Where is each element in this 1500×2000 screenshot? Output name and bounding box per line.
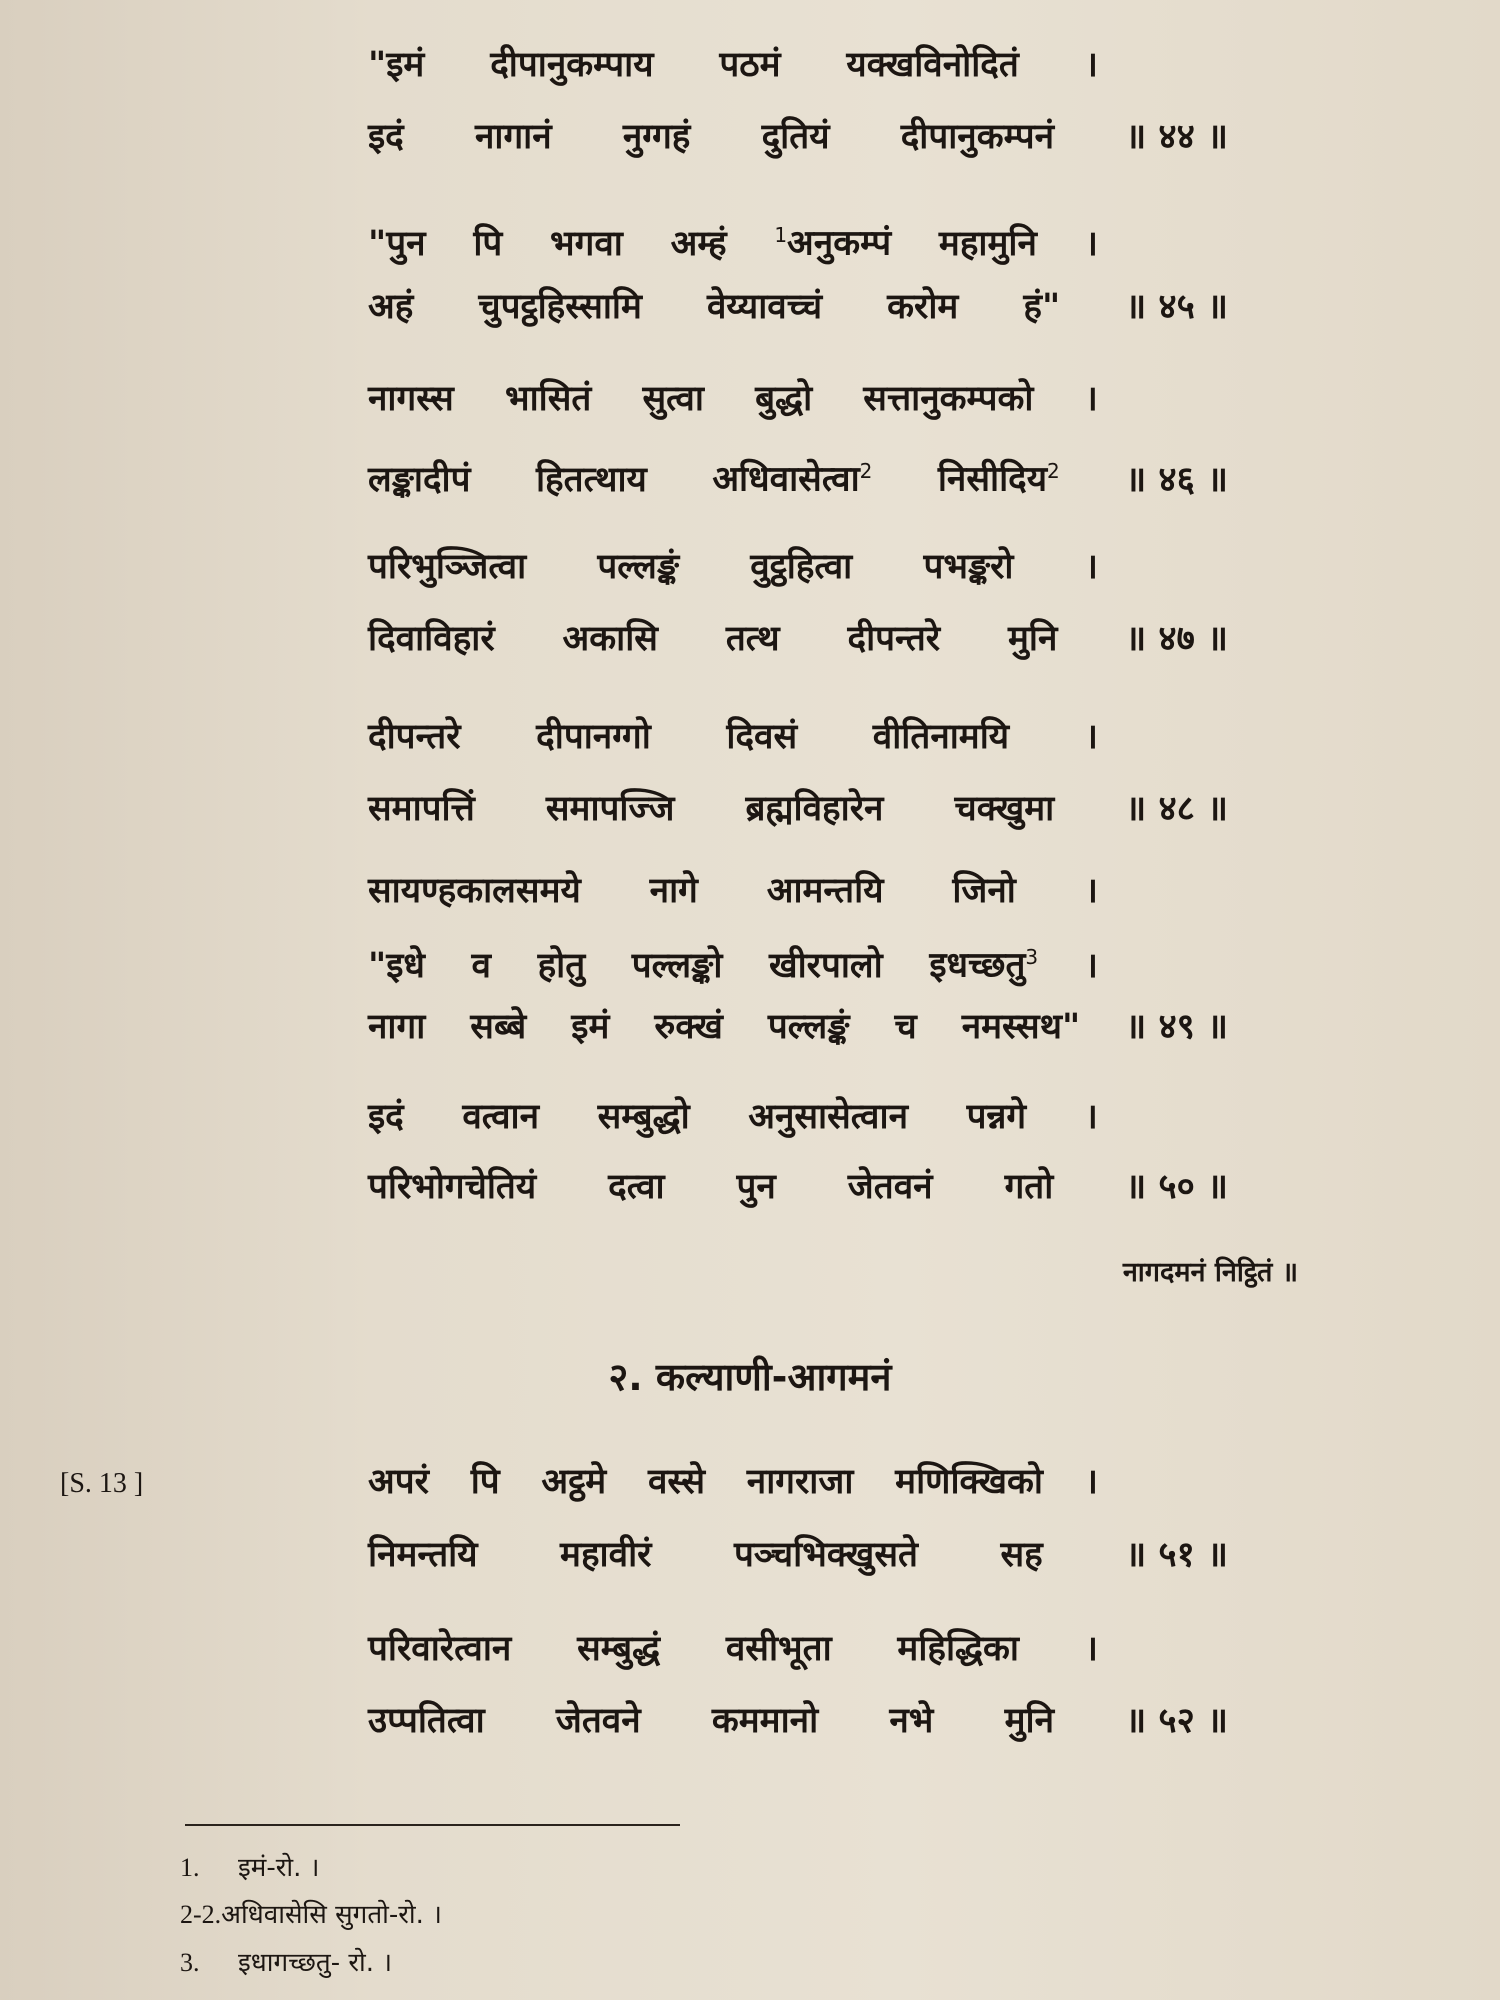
verse-word-text: ब्रह्मविहारेन [745, 789, 884, 829]
verse-word-text: भगवा [550, 223, 623, 264]
verse-word-text: पन्नगे [966, 1097, 1027, 1137]
verse-word [608, 1160, 664, 1214]
verse-word-text: पुन [736, 1167, 776, 1207]
verse-word [475, 110, 552, 164]
verse-end-mark: ॥ ५२ ॥ [1125, 1701, 1228, 1741]
verse-word [894, 1000, 916, 1054]
verse-word [952, 864, 1016, 918]
verse-word [563, 612, 658, 666]
verse-line [368, 930, 1098, 984]
verse-word [712, 1694, 818, 1748]
verse-word [471, 1455, 500, 1509]
verse-end-mark: । [1084, 45, 1098, 85]
verse-word [895, 1455, 1043, 1509]
verse-word-text: दीपानुकम्पाय [490, 45, 654, 85]
verse-line [368, 710, 1098, 764]
verse-word [368, 1455, 429, 1509]
verse-word-text: वस्से [647, 1462, 706, 1502]
verse-end-mark: ॥ ४७ ॥ [1125, 619, 1228, 659]
verse-line [368, 1160, 1228, 1214]
verse-word [368, 710, 461, 764]
verse-word [955, 782, 1055, 836]
verse-line [368, 444, 1228, 498]
verse-word-text: दीपन्तरे [847, 619, 941, 659]
verse-word [737, 1160, 776, 1214]
verse-word [368, 110, 404, 164]
footnote-text: अधिवासेसि सुगतो-रो. । [221, 1900, 443, 1930]
verse-line [368, 1455, 1098, 1509]
verse-word [726, 710, 797, 764]
verse-word [368, 217, 426, 271]
verse-end-mark: । [1084, 945, 1098, 986]
verse-word [929, 930, 1038, 993]
verse-word-text: पि [473, 223, 503, 264]
verse-word-text: परिभोगचेतियं [368, 1167, 537, 1207]
verse-word [901, 110, 1054, 164]
footnote [180, 1943, 392, 1979]
verse-word-text: इमं [571, 1007, 610, 1047]
footnote-marker: 3 [1025, 945, 1039, 969]
footnote [180, 1895, 442, 1931]
verse-word-text: हितत्थाय [535, 459, 647, 500]
verse-word [598, 1090, 690, 1144]
verse-word-text: जेतवनं [847, 1167, 933, 1207]
verse-word-text: गतो [1004, 1167, 1054, 1207]
verse-word-text: करोम [887, 287, 959, 327]
verse-word-text: अम्हं [670, 223, 727, 264]
verse-word-text: व [471, 945, 491, 986]
verse-word [769, 939, 883, 993]
verse-line [368, 38, 1098, 92]
verse-word-text: पञ्चभिक्खुसते [734, 1535, 918, 1575]
verse-word [505, 372, 591, 426]
verse-word-text: आमन्तयि [766, 871, 884, 911]
verse-word-text: महामुनि [938, 223, 1037, 264]
verse-word-text: सायण्हकालसमये [368, 871, 581, 911]
verse-word-text: नागे [649, 871, 698, 911]
verse-word-text: नागस्स [368, 379, 454, 419]
verse-line [368, 864, 1098, 918]
verse-word-text: परिभुञ्जित्वा [368, 547, 527, 587]
verse-word-text: दीपन्तरे [368, 717, 461, 757]
footnote-number: 1. [180, 1853, 200, 1882]
verse-word [962, 1000, 1081, 1054]
verse-word-text: पि [470, 1462, 500, 1502]
verse-word-text: तत्थ [725, 619, 780, 659]
verse-word-text: मुनि [1004, 1701, 1055, 1741]
verse-word [368, 1528, 478, 1582]
verse-word-text: मणिक्खिको [895, 1462, 1043, 1502]
verse-word [846, 38, 1018, 92]
verse-word [848, 612, 941, 666]
verse-word [1008, 612, 1057, 666]
footnote-marker: 2 [1047, 459, 1060, 483]
verse-word-text: मुनि [1007, 619, 1058, 659]
verse-word-text: च [894, 1007, 917, 1047]
verse-word [767, 864, 884, 918]
verse-word [746, 782, 884, 836]
verse-word [538, 939, 586, 993]
verse-word-text: अनुसासेत्वान [748, 1097, 908, 1137]
verse-word-text: पभङ्करो [923, 547, 1014, 587]
margin-reference: [S. 13 ] [60, 1468, 144, 1499]
verse-word-text: पल्लङ्कं [767, 1007, 850, 1047]
verse-word [654, 1000, 722, 1054]
verse-word [889, 1694, 933, 1748]
verse-word-text: पल्लङ्को [631, 945, 723, 986]
verse-word [774, 208, 891, 271]
verse-word [747, 1455, 854, 1509]
verse-word [748, 1090, 908, 1144]
verse-word-text: "इमं [368, 45, 425, 85]
verse-word-text: दुतियं [761, 117, 830, 157]
verse-word-text: नमस्सथ" [961, 1007, 1081, 1047]
verse-word-text: समापत्तिं [368, 789, 475, 829]
verse-word-text: सम्बुद्धो [597, 1097, 690, 1137]
footnote-number: 2-2. [180, 1900, 222, 1929]
footnote-number: 3. [180, 1948, 200, 1977]
verse-word-text: वीतिनामयि [872, 717, 1010, 757]
verse-word [768, 1000, 850, 1054]
verse-line [368, 110, 1228, 164]
verse-word [897, 1622, 1019, 1676]
verse-word [556, 1694, 641, 1748]
verse-word [1005, 1160, 1054, 1214]
verse-line [368, 1090, 1098, 1144]
verse-word-text: रुक्खं [654, 1007, 723, 1047]
verse-line [368, 540, 1098, 594]
verse-line [368, 1000, 1228, 1054]
verse-word-text: नभे [889, 1701, 934, 1741]
verse-word-text: वत्वान [462, 1097, 540, 1137]
verse-word-text: वुट्ठहित्वा [750, 547, 853, 587]
verse-word-text: इधच्छतु [929, 945, 1026, 986]
verse-word-text: सह [1000, 1535, 1043, 1575]
verse-word [707, 280, 822, 334]
verse-word [490, 38, 653, 92]
verse-end-mark: ॥ ४४ ॥ [1125, 117, 1228, 157]
verse-word-text: चुपट्ठहिस्सामि [478, 287, 642, 327]
verse-word [848, 1160, 933, 1214]
verse-word [550, 217, 623, 271]
verse-word-text: अनुकम्पं [787, 223, 892, 264]
verse-word-text: उप्पतित्वा [368, 1701, 485, 1741]
verse-end-mark: । [1084, 379, 1098, 419]
verse-word [648, 1455, 705, 1509]
verse-word [923, 540, 1013, 594]
verse-word-text: नागराजा [746, 1462, 854, 1502]
verse-end-mark: ॥ ४८ ॥ [1125, 789, 1228, 829]
verse-word [755, 372, 812, 426]
verse-word [541, 1455, 606, 1509]
verse-word [470, 1000, 526, 1054]
verse-word-text: यक्खविनोदितं [846, 45, 1019, 85]
verse-word-text: निसीदिय [937, 459, 1048, 500]
verse-end-mark: ॥ ५१ ॥ [1125, 1535, 1228, 1575]
verse-word [368, 782, 475, 836]
verse-word-text: "पुन [368, 223, 426, 264]
verse-line [368, 208, 1098, 262]
verse-word-text: इदं [368, 1097, 404, 1137]
verse-word [719, 38, 780, 92]
verse-end-mark: । [1084, 871, 1098, 911]
verse-word-text: जिनो [952, 871, 1016, 911]
verse-word [368, 1160, 536, 1214]
verse-word [368, 540, 526, 594]
verse-word-text: दत्वा [608, 1167, 665, 1207]
verse-end-mark: । [1084, 223, 1098, 264]
verse-word-text: वेय्यावच्चं [706, 287, 823, 327]
verse-word-text: निमन्तयि [368, 1535, 478, 1575]
verse-line [368, 1622, 1098, 1676]
footnote-marker: 2 [859, 459, 873, 483]
verse-word-text: खीरपालो [768, 945, 883, 986]
verse-end-mark: । [1084, 1097, 1098, 1137]
verse-word [536, 710, 651, 764]
verse-word [939, 217, 1037, 271]
verse-word [368, 1694, 485, 1748]
verse-word-text: अपरं [368, 1462, 429, 1502]
verse-word-text: भासितं [504, 379, 592, 419]
verse-word [671, 217, 727, 271]
verse-word-text: दीपानुकम्पनं [900, 117, 1055, 157]
verse-word-text: महावीरं [560, 1535, 652, 1575]
verse-word [571, 1000, 609, 1054]
verse-word [863, 372, 1033, 426]
verse-word [1023, 280, 1060, 334]
verse-word [368, 612, 495, 666]
verse-word-text: नागानं [474, 117, 552, 157]
verse-end-mark: ॥ ४९ ॥ [1125, 1007, 1228, 1047]
colophon: नागदमनं निट्ठितं ॥ [1122, 1257, 1298, 1288]
verse-word [368, 372, 454, 426]
verse-word [873, 710, 1009, 764]
verse-word-text: सब्बे [470, 1007, 527, 1047]
verse-word [1000, 1528, 1042, 1582]
verse-word-text: नुग्गहं [622, 117, 691, 157]
verse-word-text: दिवाविहारं [368, 619, 495, 659]
verse-word [762, 110, 830, 164]
verse-word [577, 1622, 660, 1676]
verse-line [368, 1694, 1228, 1748]
verse-word-text: अकासि [562, 619, 658, 659]
verse-word [623, 110, 691, 164]
verse-word-text: वसीभूता [725, 1629, 832, 1669]
verse-word-text: समापज्जि [545, 789, 675, 829]
verse-word [368, 1090, 404, 1144]
verse-word [473, 217, 502, 271]
verse-word [368, 939, 425, 993]
verse-word [726, 1622, 832, 1676]
footnote-marker: 1 [774, 223, 788, 247]
verse-line [368, 1528, 1228, 1582]
verse-word-text: अधिवासेत्वा [712, 459, 860, 500]
verse-word [462, 1090, 539, 1144]
verse-end-mark: । [1084, 1629, 1098, 1669]
verse-word [712, 444, 872, 507]
verse-word-text: कममानो [711, 1701, 819, 1741]
verse-word-text: लङ्कादीपं [368, 459, 471, 500]
verse-word-text: इदं [368, 117, 404, 157]
verse-word [887, 280, 958, 334]
verse-word [368, 864, 581, 918]
verse-word [938, 444, 1060, 507]
verse-line [368, 782, 1228, 836]
verse-word-text: अट्ठमे [541, 1462, 607, 1502]
verse-end-mark: । [1084, 547, 1098, 587]
verse-word [368, 280, 413, 334]
verse-end-mark: ॥ ४५ ॥ [1125, 287, 1228, 327]
verse-word-text: अहं [368, 287, 414, 327]
verse-word [368, 1000, 425, 1054]
verse-line [368, 372, 1098, 426]
verse-line [368, 612, 1228, 666]
verse-word [536, 453, 647, 507]
verse-word-text: हं" [1023, 287, 1061, 327]
verse-word [478, 280, 642, 334]
verse-word-text: दिवसं [726, 717, 798, 757]
footnote-text: इमं-रो. । [238, 1853, 320, 1883]
footnote-divider [185, 1824, 680, 1826]
verse-word-text: "इधे [368, 945, 425, 986]
verse-word-text: होतु [537, 945, 586, 986]
verse-line [368, 280, 1228, 334]
verse-word [368, 453, 470, 507]
verse-word [546, 782, 675, 836]
verse-word-text: पल्लङ्कं [597, 547, 679, 587]
verse-word [632, 939, 723, 993]
verse-end-mark: । [1084, 1462, 1098, 1502]
verse-word [967, 1090, 1027, 1144]
verse-end-mark: । [1084, 717, 1098, 757]
verse-word-text: महिद्धिका [897, 1629, 1019, 1669]
verse-word-text: जेतवने [555, 1701, 641, 1741]
verse-word-text: परिवारेत्वान [368, 1629, 512, 1669]
verse-word [597, 540, 679, 594]
verse-word-text: सुत्वा [642, 379, 704, 419]
verse-word [734, 1528, 918, 1582]
verse-word-text: दीपानग्गो [536, 717, 651, 757]
verse-end-mark: ॥ ५० ॥ [1125, 1167, 1228, 1207]
verse-end-mark: ॥ ४६ ॥ [1125, 459, 1228, 500]
verse-word-text: नागा [368, 1007, 426, 1047]
verse-word [726, 612, 780, 666]
verse-word [650, 864, 698, 918]
verse-word [750, 540, 852, 594]
verse-word [368, 38, 424, 92]
verse-word-text: चक्खुमा [954, 789, 1055, 829]
verse-word [560, 1528, 651, 1582]
verse-word-text: पठमं [719, 45, 781, 85]
verse-word [472, 939, 491, 993]
footnote-text: इधागच्छतु- रो. । [238, 1948, 393, 1978]
verse-word [643, 372, 704, 426]
verse-word [368, 1622, 511, 1676]
verse-word-text: बुद्धो [755, 379, 813, 419]
verse-word-text: सम्बुद्धं [577, 1629, 661, 1669]
footnote [180, 1848, 319, 1884]
section-heading: २. कल्याणी-आगमनं [608, 1355, 892, 1399]
verse-word-text: सत्तानुकम्पको [863, 379, 1034, 419]
verse-word [1005, 1694, 1054, 1748]
